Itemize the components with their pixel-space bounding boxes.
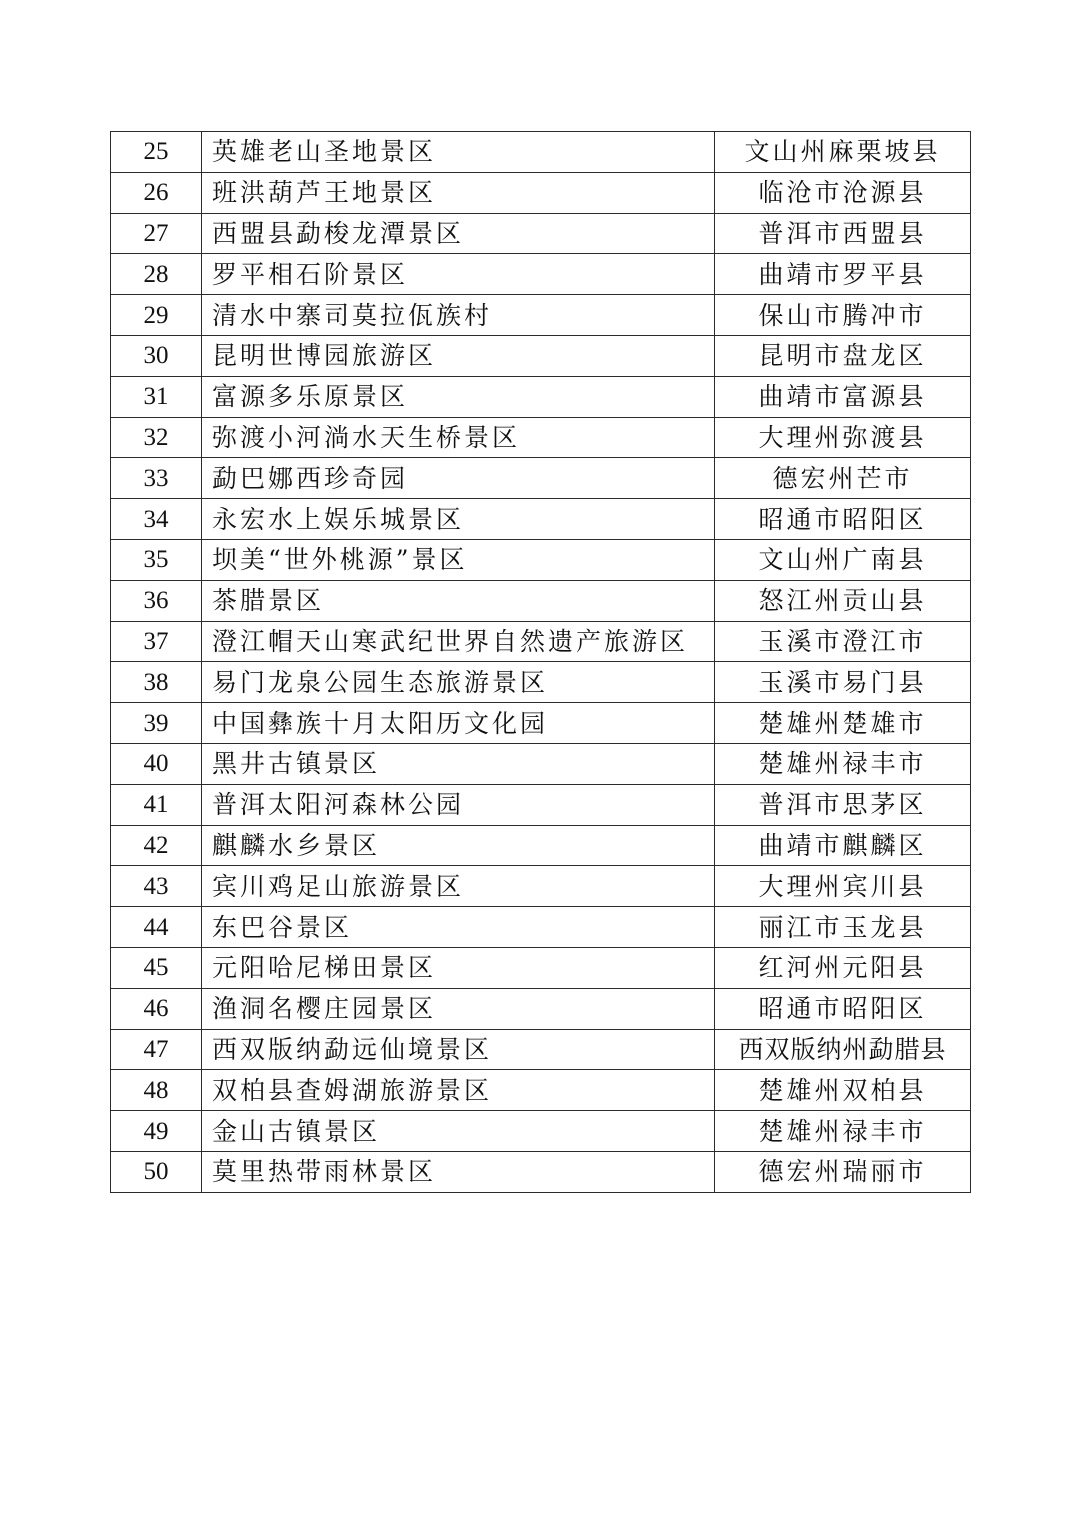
row-number: 38 <box>111 662 202 703</box>
table-row <box>111 866 971 907</box>
scenic-area-name: 金山古镇景区 <box>202 1111 715 1152</box>
table-row <box>111 662 971 703</box>
scenic-area-name: 双柏县查姆湖旅游景区 <box>202 1070 715 1111</box>
row-number: 31 <box>111 376 202 417</box>
location: 西双版纳州勐腊县 <box>715 1029 971 1070</box>
table-row <box>111 988 971 1029</box>
location: 普洱市思茅区 <box>715 784 971 825</box>
location: 昆明市盘龙区 <box>715 335 971 376</box>
row-number: 43 <box>111 866 202 907</box>
row-number: 25 <box>111 132 202 173</box>
scenic-area-name: 中国彝族十月太阳历文化园 <box>202 703 715 744</box>
row-number: 45 <box>111 947 202 988</box>
row-number: 36 <box>111 580 202 621</box>
scenic-area-name: 英雄老山圣地景区 <box>202 132 715 173</box>
location: 德宏州瑞丽市 <box>715 1151 971 1192</box>
scenic-area-name: 澄江帽天山寒武纪世界自然遗产旅游区 <box>202 621 715 662</box>
table-row <box>111 213 971 254</box>
row-number: 50 <box>111 1151 202 1192</box>
location: 怒江州贡山县 <box>715 580 971 621</box>
table-row <box>111 295 971 336</box>
row-number: 49 <box>111 1111 202 1152</box>
table-row <box>111 784 971 825</box>
location: 昭通市昭阳区 <box>715 988 971 1029</box>
scenic-area-name: 宾川鸡足山旅游景区 <box>202 866 715 907</box>
table-row <box>111 539 971 580</box>
row-number: 47 <box>111 1029 202 1070</box>
table-row <box>111 417 971 458</box>
table-row <box>111 907 971 948</box>
table-row <box>111 458 971 499</box>
scenic-area-name: 弥渡小河淌水天生桥景区 <box>202 417 715 458</box>
scenic-area-name: 坝美“世外桃源”景区 <box>202 539 715 580</box>
location: 红河州元阳县 <box>715 947 971 988</box>
scenic-area-name: 昆明世博园旅游区 <box>202 335 715 376</box>
row-number: 33 <box>111 458 202 499</box>
row-number: 37 <box>111 621 202 662</box>
location: 楚雄州双柏县 <box>715 1070 971 1111</box>
row-number: 44 <box>111 907 202 948</box>
scenic-area-name: 班洪葫芦王地景区 <box>202 172 715 213</box>
location: 普洱市西盟县 <box>715 213 971 254</box>
table-row <box>111 172 971 213</box>
scenic-area-name: 西双版纳勐远仙境景区 <box>202 1029 715 1070</box>
row-number: 40 <box>111 743 202 784</box>
location: 昭通市昭阳区 <box>715 499 971 540</box>
table-row <box>111 1151 971 1192</box>
row-number: 32 <box>111 417 202 458</box>
location: 德宏州芒市 <box>715 458 971 499</box>
scenic-area-table <box>110 131 971 1193</box>
row-number: 46 <box>111 988 202 1029</box>
row-number: 35 <box>111 539 202 580</box>
location: 曲靖市富源县 <box>715 376 971 417</box>
location: 文山州麻栗坡县 <box>715 132 971 173</box>
row-number: 41 <box>111 784 202 825</box>
row-number: 30 <box>111 335 202 376</box>
location: 楚雄州楚雄市 <box>715 703 971 744</box>
row-number: 34 <box>111 499 202 540</box>
row-number: 26 <box>111 172 202 213</box>
scenic-area-name: 易门龙泉公园生态旅游景区 <box>202 662 715 703</box>
scenic-area-name: 黑井古镇景区 <box>202 743 715 784</box>
table-row <box>111 621 971 662</box>
table-row <box>111 254 971 295</box>
row-number: 42 <box>111 825 202 866</box>
location: 曲靖市罗平县 <box>715 254 971 295</box>
table-row <box>111 947 971 988</box>
table-row <box>111 825 971 866</box>
table-body <box>111 132 971 1193</box>
table-row <box>111 703 971 744</box>
row-number: 48 <box>111 1070 202 1111</box>
location: 楚雄州禄丰市 <box>715 1111 971 1152</box>
scenic-area-name: 富源多乐原景区 <box>202 376 715 417</box>
table-row <box>111 335 971 376</box>
scenic-area-name: 罗平相石阶景区 <box>202 254 715 295</box>
scenic-area-name: 普洱太阳河森林公园 <box>202 784 715 825</box>
location: 玉溪市易门县 <box>715 662 971 703</box>
location: 大理州宾川县 <box>715 866 971 907</box>
scenic-area-name: 莫里热带雨林景区 <box>202 1151 715 1192</box>
table-row <box>111 1070 971 1111</box>
location: 临沧市沧源县 <box>715 172 971 213</box>
location: 玉溪市澄江市 <box>715 621 971 662</box>
table-row <box>111 743 971 784</box>
scenic-area-name: 东巴谷景区 <box>202 907 715 948</box>
table-row <box>111 1029 971 1070</box>
location: 丽江市玉龙县 <box>715 907 971 948</box>
scenic-area-name: 元阳哈尼梯田景区 <box>202 947 715 988</box>
scenic-area-name: 麒麟水乡景区 <box>202 825 715 866</box>
table-row <box>111 132 971 173</box>
location: 保山市腾冲市 <box>715 295 971 336</box>
location: 曲靖市麒麟区 <box>715 825 971 866</box>
table-row <box>111 499 971 540</box>
scenic-area-name: 永宏水上娱乐城景区 <box>202 499 715 540</box>
table-row <box>111 376 971 417</box>
scenic-area-name: 西盟县勐梭龙潭景区 <box>202 213 715 254</box>
scenic-area-name: 渔洞名樱庄园景区 <box>202 988 715 1029</box>
scenic-area-name: 勐巴娜西珍奇园 <box>202 458 715 499</box>
location: 文山州广南县 <box>715 539 971 580</box>
scenic-area-name: 清水中寨司莫拉佤族村 <box>202 295 715 336</box>
scenic-area-name: 茶腊景区 <box>202 580 715 621</box>
table-row <box>111 1111 971 1152</box>
row-number: 29 <box>111 295 202 336</box>
location: 大理州弥渡县 <box>715 417 971 458</box>
table-row <box>111 580 971 621</box>
row-number: 39 <box>111 703 202 744</box>
row-number: 28 <box>111 254 202 295</box>
row-number: 27 <box>111 213 202 254</box>
location: 楚雄州禄丰市 <box>715 743 971 784</box>
